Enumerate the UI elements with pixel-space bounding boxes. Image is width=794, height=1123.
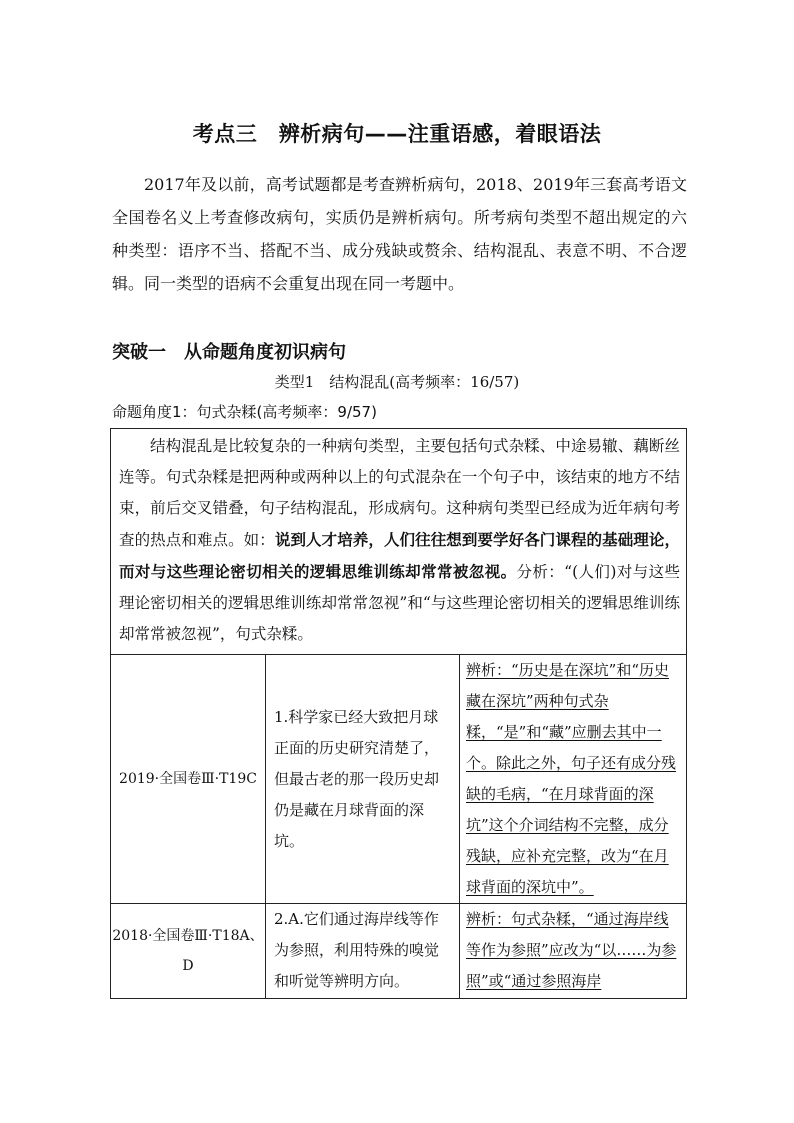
question-cell: 2.A.它们通过海岸线等作为参照，利用特殊的嗅觉和听觉等辨明方向。 (266, 904, 460, 999)
source-cell: 2019·全国卷Ⅲ·T19C (111, 655, 266, 904)
answer-text: 辨析：“历史是在深坑”和“历史藏在深坑”两种句式杂糅，“是”和“藏”应删去其中一个。除此之外，句子还有成分残缺的毛病，“在月球背面的深坑”这个介词结构不完整，成分残缺，应补充完整，改为“在月球背面的深坑中”。 (466, 661, 677, 896)
explanation-cell (111, 429, 687, 655)
question-cell: 1.科学家已经大致把月球正面的历史研究清楚了，但最古老的那一段历史却仍是藏在月球背面的深坑。 (266, 655, 460, 904)
page-title: 考点三 辨析病句——注重语感，着眼语法 (192, 122, 602, 146)
table-row (111, 655, 687, 904)
answer-text: 辨析：句式杂糅，“通过海岸线等作为参照”应改为“以……为参照”或“通过参照海岸 (466, 910, 677, 990)
type-heading: 类型1 结构混乱(高考频率：16/57) (274, 373, 520, 391)
angle-heading: 命题角度1：句式杂糅(高考频率：9/57) (112, 403, 377, 421)
answer-cell (460, 655, 687, 904)
explanation-text: 结构混乱是比较复杂的一种病句类型，主要包括句式杂糅、中途易辙、藕断丝连等。句式杂糅是把两种或两种以上的句式混杂在一个句子中，该结束的地方不结束，前后交叉错叠，句子结构混乱，形成病句。这种病句类型已经成为近年病句考查的热点和难点。如： (119, 437, 680, 549)
section-heading: 突破一 从命题角度初识病句 (112, 342, 346, 363)
explanation-example: 说到人才培养，人们往往想到要学好各门课程的基础理论，而对与这些理论密切相关的逻辑思维训练却常常被忽视。 (119, 530, 680, 581)
table-row (111, 904, 687, 999)
intro-paragraph: 2017年及以前，高考试题都是考查辨析病句，2018、2019年三套高考语文全国卷名义上考查修改病句，实质仍是辨析病句。所考病句类型不超出规定的六种类型：语序不当、搭配不当、成分残缺或赘余、结构混乱、表意不明、不合逻辑。同一类型的语病不会重复出现在同一考题中。 (112, 175, 687, 293)
explanation-analysis: 分析：“(人们)对与这些理论密切相关的逻辑思维训练却常常忽视”和“与这些理论密切相关的逻辑思维训练却常常被忽视”，句式杂糅。 (119, 563, 680, 643)
explanation-row (111, 429, 687, 655)
source-cell: 2018·全国卷Ⅲ·T18A、D (111, 904, 266, 999)
answer-cell (460, 904, 687, 999)
example-table (110, 428, 687, 999)
